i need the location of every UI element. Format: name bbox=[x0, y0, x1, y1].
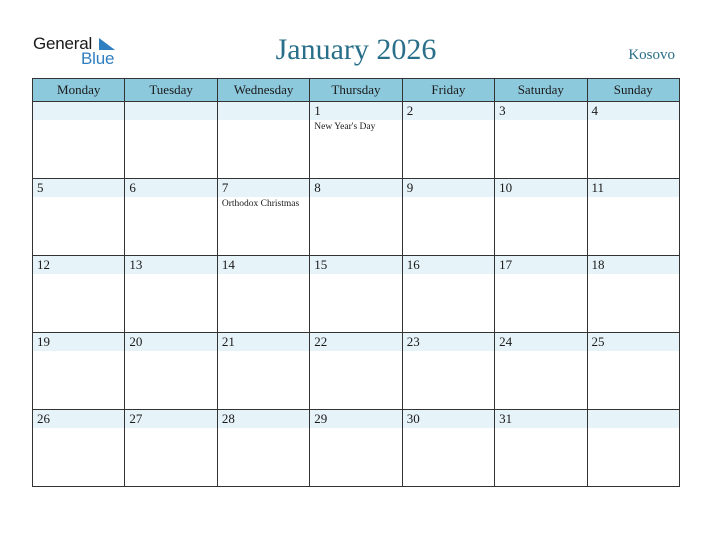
logo-word-blue: Blue bbox=[81, 49, 115, 68]
day-number: 22 bbox=[314, 334, 328, 349]
day-number: 10 bbox=[499, 180, 513, 195]
day-cell-band bbox=[588, 410, 679, 428]
weekday-header: Monday bbox=[33, 79, 125, 102]
day-cell bbox=[587, 179, 679, 256]
day-number: 27 bbox=[129, 411, 143, 426]
day-cell bbox=[33, 179, 125, 256]
day-number: 7 bbox=[221, 180, 229, 195]
day-number: 26 bbox=[37, 411, 50, 426]
day-cell-band bbox=[218, 102, 309, 120]
day-cell bbox=[33, 102, 125, 179]
holiday-label: Orthodox Christmas bbox=[221, 199, 300, 209]
day-cell bbox=[217, 333, 309, 410]
day-cell bbox=[402, 179, 494, 256]
day-cell bbox=[310, 410, 402, 487]
day-cell-band bbox=[33, 179, 124, 197]
day-number: 8 bbox=[314, 180, 321, 195]
day-number: 6 bbox=[129, 180, 136, 195]
day-cell-band bbox=[125, 179, 216, 197]
day-cell bbox=[310, 102, 402, 179]
weekday-header: Wednesday bbox=[217, 79, 309, 102]
day-number: 25 bbox=[591, 334, 605, 349]
week-row bbox=[33, 179, 680, 256]
day-cell bbox=[495, 256, 587, 333]
day-cell bbox=[587, 102, 679, 179]
weekday-header-row bbox=[33, 79, 680, 102]
day-cell bbox=[125, 333, 217, 410]
day-number: 4 bbox=[591, 103, 599, 118]
day-number: 20 bbox=[129, 334, 143, 349]
day-cell-band bbox=[403, 102, 494, 120]
day-number: 17 bbox=[499, 257, 513, 272]
day-cell bbox=[125, 256, 217, 333]
day-cell bbox=[495, 410, 587, 487]
day-cell bbox=[495, 102, 587, 179]
day-cell bbox=[125, 102, 217, 179]
day-cell bbox=[402, 410, 494, 487]
day-cell bbox=[217, 410, 309, 487]
country-label: Kosovo bbox=[628, 47, 675, 63]
day-number: 16 bbox=[406, 257, 420, 272]
day-number: 28 bbox=[221, 411, 235, 426]
week-row bbox=[33, 102, 680, 179]
day-number: 19 bbox=[37, 334, 50, 349]
day-cell bbox=[33, 333, 125, 410]
day-cell bbox=[402, 256, 494, 333]
day-cell-band bbox=[495, 102, 586, 120]
day-cell-band bbox=[403, 179, 494, 197]
day-number: 12 bbox=[37, 257, 50, 272]
day-cell-band bbox=[218, 179, 309, 197]
day-cell bbox=[310, 333, 402, 410]
day-cell-band bbox=[588, 102, 679, 120]
week-row bbox=[33, 410, 680, 487]
weekday-header: Tuesday bbox=[125, 79, 217, 102]
day-cell bbox=[125, 410, 217, 487]
day-cell-band bbox=[33, 102, 124, 120]
day-number: 31 bbox=[499, 411, 513, 426]
week-row bbox=[33, 256, 680, 333]
day-cell-band bbox=[310, 102, 401, 120]
day-number: 24 bbox=[499, 334, 513, 349]
day-cell bbox=[33, 256, 125, 333]
day-cell-band bbox=[125, 102, 216, 120]
month-title: January 2026 bbox=[275, 33, 437, 66]
day-cell bbox=[217, 179, 309, 256]
day-cell-band bbox=[310, 179, 401, 197]
day-cell bbox=[495, 333, 587, 410]
weekday-header: Thursday bbox=[310, 79, 402, 102]
day-cell bbox=[495, 179, 587, 256]
day-number: 1 bbox=[314, 103, 321, 118]
day-cell bbox=[33, 410, 125, 487]
day-number: 15 bbox=[314, 257, 328, 272]
day-cell bbox=[587, 333, 679, 410]
day-number: 13 bbox=[129, 257, 143, 272]
day-cell bbox=[587, 256, 679, 333]
day-number: 5 bbox=[37, 180, 44, 195]
day-number: 30 bbox=[406, 411, 420, 426]
weekday-header: Saturday bbox=[495, 79, 587, 102]
weekday-header: Sunday bbox=[587, 79, 679, 102]
day-number: 21 bbox=[221, 334, 235, 349]
day-number: 23 bbox=[406, 334, 420, 349]
day-cell bbox=[402, 102, 494, 179]
calendar-grid bbox=[32, 78, 680, 487]
day-cell bbox=[217, 256, 309, 333]
day-number: 11 bbox=[591, 180, 605, 195]
day-number: 18 bbox=[591, 257, 605, 272]
day-number: 3 bbox=[499, 103, 506, 118]
week-row bbox=[33, 333, 680, 410]
day-cell bbox=[125, 179, 217, 256]
day-number: 14 bbox=[221, 257, 235, 272]
day-cell bbox=[217, 102, 309, 179]
day-number: 29 bbox=[314, 411, 328, 426]
day-number: 9 bbox=[406, 180, 414, 195]
weekday-header: Friday bbox=[402, 79, 494, 102]
day-cell bbox=[402, 333, 494, 410]
day-cell bbox=[310, 179, 402, 256]
logo-word-general: General bbox=[33, 34, 93, 53]
holiday-label: New Year's Day bbox=[314, 122, 376, 132]
day-cell bbox=[310, 256, 402, 333]
day-cell bbox=[587, 410, 679, 487]
day-number: 2 bbox=[406, 103, 414, 118]
